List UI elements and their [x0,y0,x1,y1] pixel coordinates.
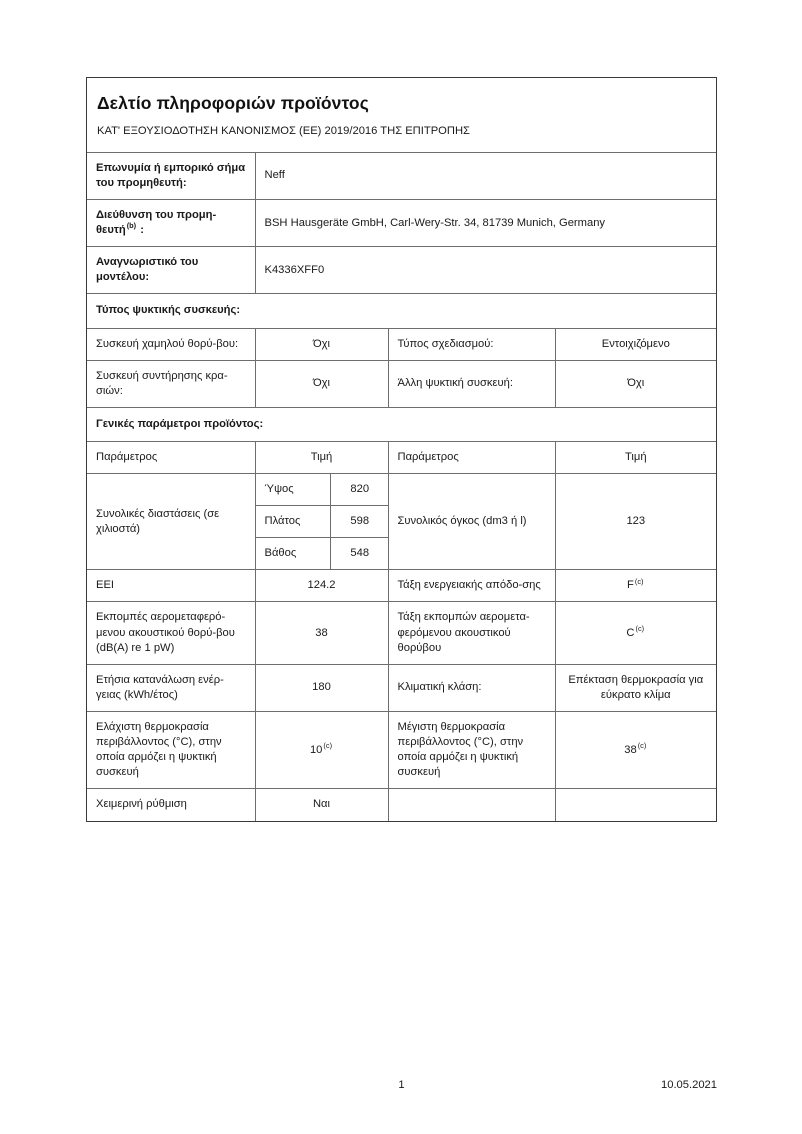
low-noise-label: Συσκευή χαμηλού θορύ-βου: [87,328,255,360]
energy-class-letter: F [627,579,634,592]
footnote-marker-c: (c) [637,740,647,750]
wine-storage-label: Συσκευή συντήρησης κρα-σιών: [87,360,255,407]
dimension-height-value: 820 [331,474,389,506]
footnote-marker-b: (b) [126,221,137,231]
supplier-address-value: BSH Hausgeräte GmbH, Carl-Wery-Str. 34, 81739 Munich, Germany [255,199,716,246]
noise-class-value [555,602,716,664]
annual-energy-label: Ετήσια κατανάλωση ενέρ-γειας (kWh/έτος) [87,664,255,711]
dimensions-subtable-cell [255,474,388,570]
regulation-row [87,120,716,153]
annual-energy-value: 180 [255,664,388,711]
page-title: Δελτίο πληροφοριών προϊόντος [97,93,369,113]
annual-energy-row [87,664,716,711]
header-value-right: Τιμή [555,441,716,473]
noise-class-letter: C [626,626,635,639]
footer-date: 10.05.2021 [661,1079,717,1091]
other-appliance-value: Όχι [555,360,716,407]
min-ambient-value [255,712,388,789]
low-noise-row [87,328,716,360]
supplier-brand-value: Neff [255,152,716,199]
design-type-label: Τύπος σχεδιασμού: [388,328,555,360]
product-fiche-table [87,78,716,821]
appliance-type-section-label: Τύπος ψυκτικής συσκευής: [87,294,716,328]
general-parameters-section-header-row [87,407,716,441]
wine-storage-row [87,360,716,407]
max-ambient-number: 38 [624,743,637,756]
general-parameters-section-label: Γενικές παράμετροι προϊόντος: [87,407,716,441]
header-parameter-left: Παράμετρος [87,441,255,473]
appliance-type-section-header-row [87,294,716,328]
energy-class-label: Τάξη ενεργειακής απόδο-σης [388,570,555,602]
overall-dimensions-label: Συνολικές διαστάσεις (σε χιλιοστά) [87,474,255,570]
title-cell [87,78,716,120]
footnote-marker-c: (c) [323,740,333,750]
winter-setting-value: Ναι [255,789,388,821]
noise-emissions-label: Εκπομπές αερομεταφερό-μενου ακουστικού θορύ-βου (dB(A) re 1 pW) [87,602,255,664]
dimension-height-label: Ύψος [256,474,331,506]
header-value-left: Τιμή [255,441,388,473]
header-parameter-right: Παράμετρος [388,441,555,473]
product-information-sheet [86,77,717,822]
footnote-marker-c: (c) [634,576,644,586]
regulation-text: ΚΑΤ' ΕΞΟΥΣΙΟΔΟΤΗΣΗ ΚΑΝΟΝΙΣΜΟΣ (ΕΕ) 2019/2016 ΤΗΣ ΕΠΙΤΡΟΠΗΣ [97,124,470,137]
other-appliance-label: Άλλη ψυκτική συσκευή: [388,360,555,407]
footnote-marker-c: (c) [635,623,645,633]
wine-storage-value: Όχι [255,360,388,407]
dimension-width-row [256,506,389,538]
title-row [87,78,716,120]
dimension-width-label: Πλάτος [256,506,331,538]
supplier-brand-label: Επωνυμία ή εμπορικό σήμα του προμηθευτή: [87,152,255,199]
general-parameters-column-header-row [87,441,716,473]
total-volume-label: Συνολικός όγκος (dm3 ή l) [388,474,555,570]
dimension-depth-row [256,538,389,570]
eei-label: EEI [87,570,255,602]
winter-setting-row [87,789,716,821]
energy-class-value [555,570,716,602]
design-type-value: Εντοιχιζόμενο [555,328,716,360]
noise-emissions-value: 38 [255,602,388,664]
model-identifier-label: Αναγνωριστικό του μοντέλου: [87,247,255,294]
dimension-depth-value: 548 [331,538,389,570]
winter-setting-empty-label [388,789,555,821]
model-identifier-value: K4336XFF0 [255,247,716,294]
supplier-address-label-text: Διεύθυνση του προμη-θευτή [96,208,217,237]
ambient-temperature-row [87,712,716,789]
eei-value: 124.2 [255,570,388,602]
noise-class-label: Τάξη εκπομπών αερομετα-φερόμενου ακουστικού θορύβου [388,602,555,664]
winter-setting-empty-value [555,789,716,821]
min-ambient-number: 10 [309,743,323,756]
min-ambient-label: Ελάχιστη θερμοκρασία περιβάλλοντος (°C), στην οποία αρμόζει η ψυκτική συσκευή [87,712,255,789]
regulation-cell [87,120,716,153]
model-identifier-row [87,247,716,294]
dimension-depth-label: Βάθος [256,538,331,570]
noise-emissions-row [87,602,716,664]
total-volume-value: 123 [555,474,716,570]
supplier-address-label [87,199,255,246]
supplier-address-row [87,199,716,246]
overall-dimensions-row [87,474,716,570]
max-ambient-label: Μέγιστη θερμοκρασία περιβάλλοντος (°C), στην οποία αρμόζει η ψυκτική συσκευή [388,712,555,789]
supplier-brand-row [87,152,716,199]
dimensions-subtable [256,474,389,569]
max-ambient-value [555,712,716,789]
supplier-address-label-colon: : [140,224,144,237]
dimension-width-value: 598 [331,506,389,538]
page-number: 1 [398,1079,405,1091]
eei-row [87,570,716,602]
climate-class-label: Κλιματική κλάση: [388,664,555,711]
dimension-height-row [256,474,389,506]
climate-class-value: Επέκταση θερμοκρασία για εύκρατο κλίμα [555,664,716,711]
winter-setting-label: Χειμερινή ρύθμιση [87,789,255,821]
low-noise-value: Όχι [255,328,388,360]
